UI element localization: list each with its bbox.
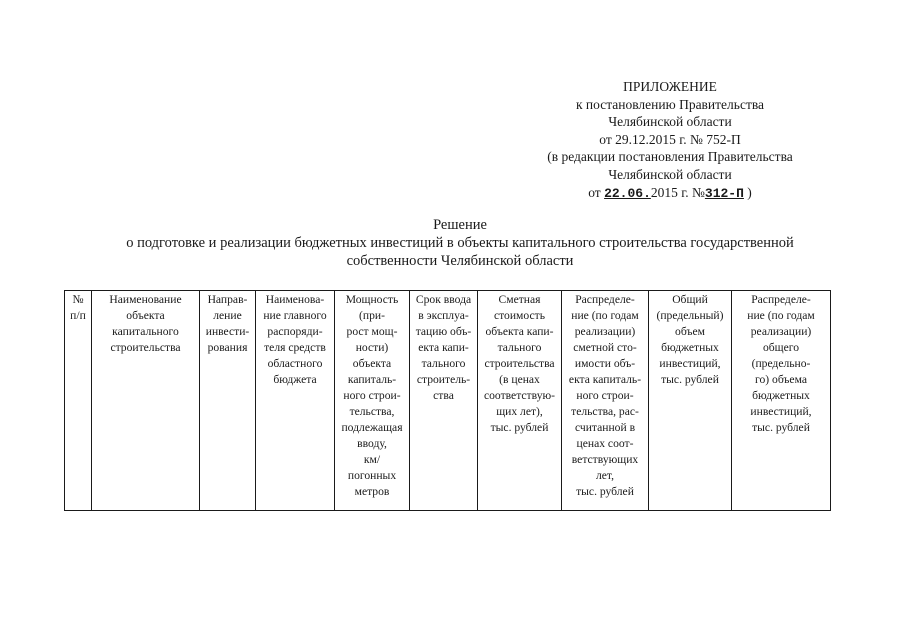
header-cell-object-name	[92, 291, 200, 511]
header-cell-line: теля средств	[264, 341, 326, 354]
header-cell-line: капитального	[112, 325, 179, 338]
header-cell-line: объекта	[126, 309, 165, 322]
decision-subtitle-line: собственности Челябинской области	[346, 253, 574, 269]
header-cell-line: объекта капи-	[485, 325, 554, 338]
header-cell-line: Распределе-	[751, 293, 811, 306]
header-cell-line: ние (по годам	[747, 309, 815, 322]
header-cell-number	[65, 291, 92, 511]
header-cell-line: рост мощ-	[346, 325, 398, 338]
header-cell-line: ценах соот-	[576, 437, 634, 450]
appendix-line: к постановлению Правительства	[575, 96, 765, 112]
appendix-line: Челябинской области	[608, 114, 732, 130]
header-cell-line: бюджетных	[661, 341, 719, 354]
table-header-row	[65, 291, 831, 511]
header-cell-line: строительства	[110, 341, 181, 354]
amendment-date-line	[480, 184, 860, 203]
header-cell-line: погонных	[347, 469, 397, 482]
header-cell-line: ного строи-	[343, 389, 401, 402]
header-cell-total-investment	[649, 291, 732, 511]
header-cell-line: го) объема	[755, 373, 807, 386]
header-cell-line: тыс. рублей	[576, 485, 634, 498]
investment-table	[64, 290, 831, 511]
header-cell-line: тыс. рублей	[661, 373, 719, 386]
header-cell-line: ности)	[355, 341, 389, 354]
header-cell-line: (предельный)	[656, 309, 724, 322]
amendment-number: 312-П	[704, 185, 744, 201]
header-cell-line: подлежащая	[341, 421, 403, 434]
header-cell-capacity	[335, 291, 410, 511]
header-cell-line: строитель-	[416, 373, 471, 386]
header-cell-direction	[200, 291, 256, 511]
header-cell-line: тыс. рублей	[490, 421, 549, 434]
header-cell-line: тыс. рублей	[752, 421, 810, 434]
header-cell-line: ного строи-	[576, 389, 634, 402]
date-prefix: от	[588, 184, 605, 200]
header-cell-line: капиталь-	[347, 373, 397, 386]
header-cell-line: тального	[497, 341, 542, 354]
header-cell-line: инвестиций,	[659, 357, 721, 370]
header-cell-line: стоимость	[494, 309, 545, 322]
header-cell-line: считанной в	[574, 421, 636, 434]
header-cell-line: рования	[207, 341, 248, 354]
header-cell-line: Наименова-	[265, 293, 325, 306]
header-cell-line: Сметная	[498, 293, 541, 306]
header-cell-line: тельства,	[349, 405, 395, 418]
header-cell-line: объем	[675, 325, 705, 338]
header-cell-line: ние (по годам	[571, 309, 639, 322]
header-cell-line: ства	[433, 389, 454, 402]
header-cell-line: бюджетных	[752, 389, 810, 402]
header-cell-line: общего	[762, 341, 800, 354]
header-cell-commission-date	[410, 291, 478, 511]
header-cell-line: строительства	[484, 357, 555, 370]
header-cell-line: реализации)	[750, 325, 812, 338]
header-cell-line: бюджета	[273, 373, 317, 386]
header-cell-line: тацию объ-	[415, 325, 472, 338]
header-cell-line: инвести-	[205, 325, 250, 338]
date-middle: 2015 г. №	[650, 184, 705, 200]
date-suffix: )	[743, 184, 752, 200]
header-cell-line: Распределе-	[575, 293, 635, 306]
header-cell-line: Мощность	[345, 293, 399, 306]
header-cell-cost-distribution	[562, 291, 649, 511]
header-cell-line: ветствующих	[571, 453, 639, 466]
header-cell-line: №	[72, 293, 84, 306]
header-cell-line: ление	[213, 309, 242, 322]
header-cell-line: областного	[267, 357, 323, 370]
header-cell-line: реализации)	[574, 325, 636, 338]
appendix-line: от 29.12.2015 г. № 752-П	[599, 131, 741, 147]
decision-title: Решение	[433, 217, 487, 233]
header-cell-line: инвестиций,	[750, 405, 812, 418]
header-cell-line: имости объ-	[574, 357, 636, 370]
header-cell-estimated-cost	[478, 291, 562, 511]
header-cell-line: соответствую-	[483, 389, 556, 402]
header-cell-line: щих лет),	[496, 405, 543, 418]
decision-subtitle-line: о подготовке и реализации бюджетных инвестиций в объекты капитального строительства государственной	[126, 235, 794, 251]
header-cell-line: (предельно-	[751, 357, 811, 370]
decision-heading	[60, 216, 860, 270]
appendix-title: ПРИЛОЖЕНИЕ	[623, 79, 717, 94]
header-cell-line: Наименование	[109, 293, 182, 306]
header-cell-line: (в ценах	[499, 373, 540, 386]
header-cell-line: ние главного	[263, 309, 327, 322]
header-cell-line: лет,	[595, 469, 615, 482]
appendix-header	[480, 78, 860, 202]
header-cell-line: км/	[363, 453, 381, 466]
header-cell-line: объекта	[352, 357, 392, 370]
header-cell-line: метров	[354, 485, 390, 498]
header-cell-line: тального	[421, 357, 466, 370]
header-cell-line: екта капиталь-	[568, 373, 642, 386]
appendix-line: Челябинской области	[608, 166, 732, 182]
header-cell-manager	[256, 291, 335, 511]
header-cell-line: Направ-	[207, 293, 248, 306]
header-cell-line: Общий	[672, 293, 708, 306]
amendment-date: 22.06.	[604, 185, 651, 201]
header-cell-line: п/п	[70, 309, 86, 322]
header-cell-line: (при-	[359, 309, 385, 322]
header-cell-line: распоряди-	[267, 325, 323, 338]
header-cell-investment-distribution	[732, 291, 831, 511]
header-cell-line: сметной сто-	[573, 341, 637, 354]
header-cell-line: екта капи-	[418, 341, 469, 354]
header-cell-line: Срок ввода	[415, 293, 472, 306]
header-cell-line: вводу,	[357, 437, 387, 450]
appendix-line: (в редакции постановления Правительства	[547, 149, 793, 165]
header-cell-line: в эксплуа-	[418, 309, 469, 322]
header-cell-line: тельства, рас-	[571, 405, 639, 418]
